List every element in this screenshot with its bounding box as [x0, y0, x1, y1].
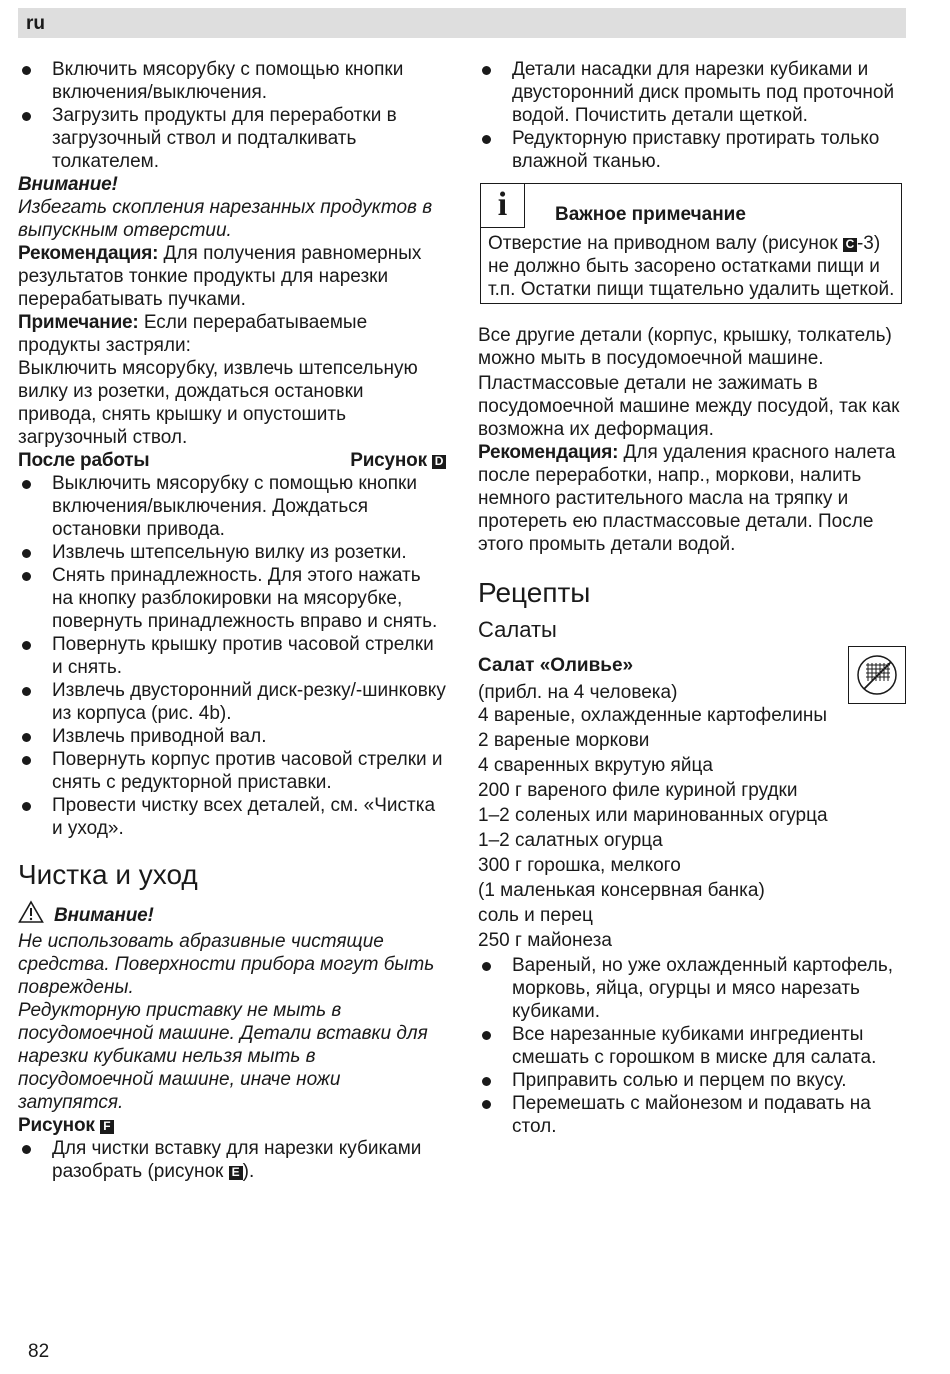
note-paragraph [18, 311, 446, 357]
recommendation-text: Для получения равномерных результатов тонкие продукты для нарезки перерабатывать пучками. [18, 243, 422, 310]
language-header-bar [18, 8, 906, 38]
care-figure-ref: Рисунок F [18, 1114, 446, 1137]
list-item: Вареный, но уже охлажденный картофель, морковь, яйца, огурцы и мясо нарезать кубиками. [478, 954, 906, 1023]
page-number: 82 [28, 1341, 50, 1362]
dicing-grid-icon [848, 646, 906, 704]
recommendation-label: Рекомендация: [478, 442, 619, 463]
list-item: Перемешать с майонезом и подавать на стол. [478, 1092, 906, 1138]
figure-letter-badge: D [432, 455, 446, 469]
list-item: Извлечь приводной вал. [18, 725, 446, 748]
list-item: Все нарезанные кубиками ингредиенты смешать с горошком в миске для салата. [478, 1023, 906, 1069]
ingredient-line: (1 маленькая консервная банка) [478, 880, 765, 901]
note-label: Примечание: [18, 312, 139, 333]
ingredient-line: соль и перец [478, 905, 593, 926]
list-item: Редукторную приставку протирать только влажной тканью. [478, 127, 906, 173]
left-column [18, 58, 446, 1183]
ingredient-line: 4 вареные, охлажденные картофелины [478, 705, 827, 726]
recipe-steps [478, 954, 906, 1138]
care-warning-text-1: Не использовать абразивные чистящие средства. Поверхности прибора могут быть повреждены. [18, 931, 435, 998]
ingredient-line: 300 г горошка, мелкого [478, 855, 681, 876]
language-code: ru [26, 13, 45, 34]
recommendation-text: Для удаления красного налета после переработки, напр., моркови, налить немного растительного масла на тряпку и протереть ею пластмассовые детали. После этого промыть детали водой. [478, 442, 896, 555]
care-warning-text-2: Редукторную приставку не мыть в посудомоечной машине. Детали вставки для нарезки кубиками нельзя мыть в посудомоечной машине, иначе ножи затупятся. [18, 1000, 428, 1113]
list-item: Повернуть корпус против часовой стрелки и снять с редукторной приставки. [18, 748, 446, 794]
important-note-header [481, 184, 895, 228]
after-work-title: После работы [18, 450, 150, 471]
list-item: Извлечь штепсельную вилку из розетки. [18, 541, 446, 564]
important-note-box [480, 183, 902, 304]
figure-letter-badge: E [229, 1166, 243, 1180]
figure-letter-badge: F [100, 1120, 114, 1134]
list-item: Загрузить продукты для переработки в загрузочный ствол и подталкивать толкателем. [18, 104, 446, 173]
note-text: Если перерабатываемые продукты застряли: [18, 312, 368, 356]
important-note-text: Отверстие на приводном валу (рисунок C -3) не должно быть засорено остатками пищи и т.п. Остатки пищи тщательно удалить щеткой. [488, 233, 895, 300]
after-work-figure-ref: Рисунок D [350, 449, 446, 472]
after-work-heading [18, 449, 446, 472]
recommendation-paragraph [18, 242, 446, 311]
salad-heading-row [478, 644, 906, 704]
care-section-title: Чистка и уход [18, 859, 198, 890]
ingredient-line: 2 вареные моркови [478, 730, 650, 751]
list-item: Снять принадлежность. Для этого нажать на кнопку разблокировки на мясорубке, повернуть принадлежность вправо и снять. [18, 564, 446, 633]
ingredient-line: 250 г майонеза [478, 930, 612, 951]
care-warning-heading [18, 900, 446, 930]
ingredient-line: 4 сваренных вкрутую яйца [478, 755, 713, 776]
recipes-title: Рецепты [478, 577, 591, 608]
ingredient-line: 1–2 соленых или маринованных огурца [478, 805, 828, 826]
plastic-parts-paragraph: Пластмассовые детали не зажимать в посудомоечной машине между посудой, так как возможна их деформация. [478, 373, 900, 440]
salad-name: Салат «Оливье» [478, 655, 634, 676]
attention-text: Избегать скопления нарезанных продуктов в выпускным отверстии. [18, 197, 433, 241]
right-column [478, 58, 906, 1138]
list-item: Повернуть крышку против часовой стрелки и снять. [18, 633, 446, 679]
list-item: Включить мясорубку с помощью кнопки включения/выключения. [18, 58, 446, 104]
ingredient-line: (прибл. на 4 человека) [478, 682, 678, 703]
list-item: Выключить мясорубку с помощью кнопки включения/выключения. Дождаться остановки привода. [18, 472, 446, 541]
dishwasher-paragraph: Все другие детали (корпус, крышку, толкатель) можно мыть в посудомоечной машине. [478, 325, 892, 369]
ingredient-line: 1–2 салатных огурца [478, 830, 663, 851]
recommendation-paragraph [478, 441, 906, 556]
warning-triangle-icon [18, 900, 44, 930]
list-item: Приправить солью и перцем по вкусу. [478, 1069, 906, 1092]
note-instructions: Выключить мясорубку, извлечь штепсельную вилку из розетки, дождаться остановки привода, снять крышку и опустошить загрузочный ствол. [18, 358, 418, 448]
list-item: Извлечь двусторонний диск-резку/-шинковку из корпуса (рис. 4b). [18, 679, 446, 725]
after-work-bullets [18, 472, 446, 840]
left-top-bullets [18, 58, 446, 173]
figure-letter-badge: C [843, 238, 857, 252]
care-bullets [18, 1137, 446, 1183]
list-item: Детали насадки для нарезки кубиками и двусторонний диск промыть под проточной водой. Почистить детали щеткой. [478, 58, 906, 127]
list-item: Для чистки вставку для нарезки кубиками разобрать (рисунок E ). [18, 1137, 446, 1183]
important-note-title: Важное примечание [555, 204, 746, 225]
info-icon: i [481, 184, 525, 228]
list-item: Провести чистку всех деталей, см. «Чистка и уход». [18, 794, 446, 840]
right-top-bullets [478, 58, 906, 173]
care-warning-title: Внимание! [54, 904, 154, 926]
attention-title: Внимание! [18, 174, 118, 195]
ingredient-line: 200 г вареного филе куриной грудки [478, 780, 798, 801]
recommendation-label: Рекомендация: [18, 243, 159, 264]
salads-title: Салаты [478, 617, 557, 642]
